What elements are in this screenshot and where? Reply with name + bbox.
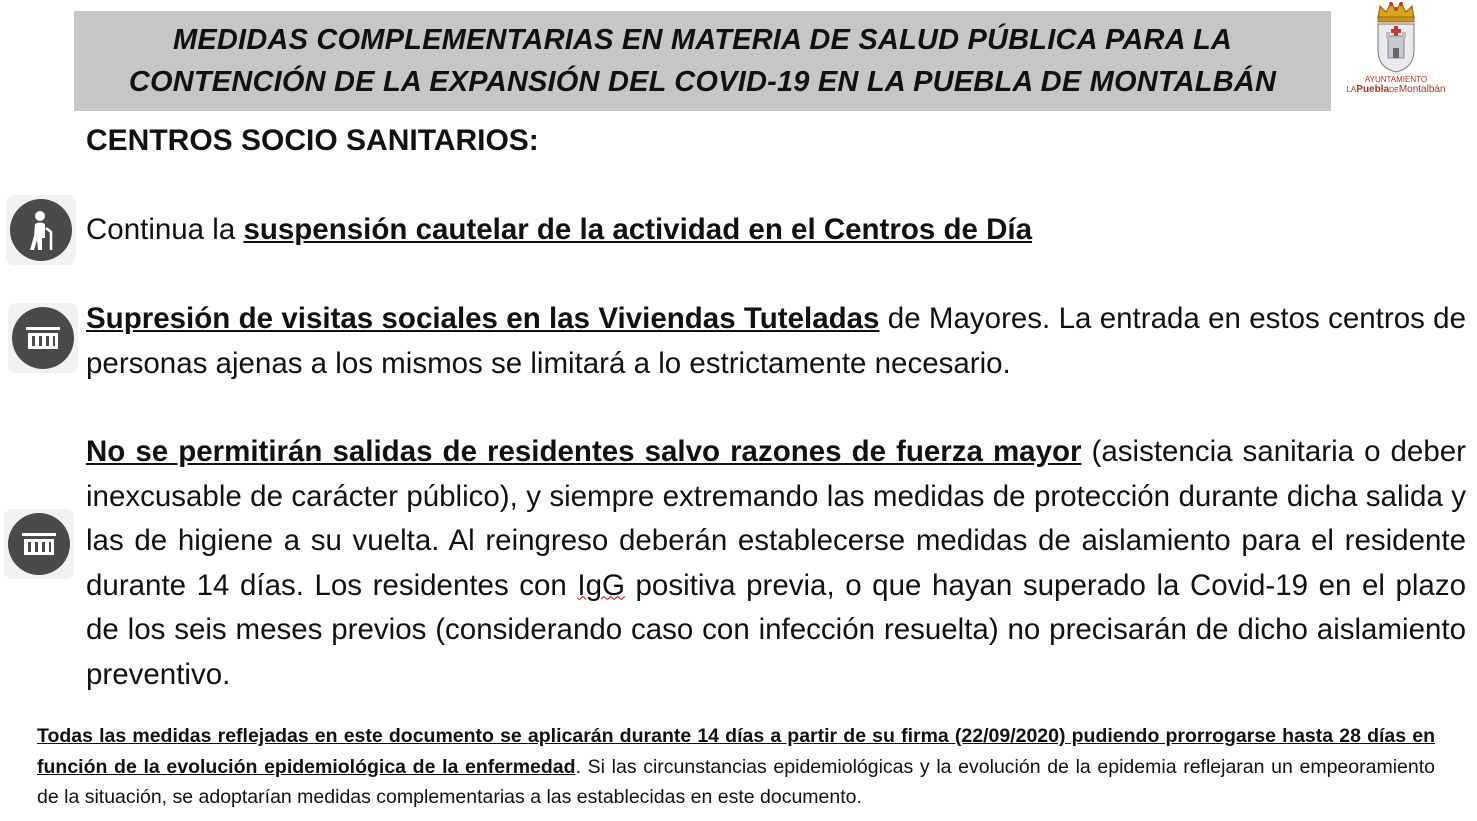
p1-text: Continua la (86, 213, 244, 246)
header-title-line-2: CONTENCIÓN DE LA EXPANSIÓN DEL COVID-19 EN LA PUEBLA DE MONTALBÁN (128, 66, 1277, 98)
p3-flagged-word: IgG (577, 568, 625, 602)
footer-note (37, 721, 1435, 813)
document-header (74, 11, 1331, 111)
logo-caption-town (1346, 84, 1445, 97)
logo-caption-montalban: Montalbán (1398, 84, 1446, 95)
footer-text: . Si las circunstancias epidemiológicas y la evolución de la epidemia reflejaran un empeoramiento de la situación, se adoptarían medidas complementarias a las establecidas en este documento. (37, 755, 1435, 808)
logo-caption-de: DE (1389, 87, 1399, 94)
section-title: CENTROS SOCIO SANITARIOS: (86, 124, 539, 157)
p3-emphasis: No se permitirán salidas de residentes salvo razones de fuerza mayor (86, 435, 1082, 468)
p3-text-b: positiva previa, o que hayan superado la Covid-19 en el plazo de los seis meses previos (considerando caso con infección resuelta) no precisarán de dicho aislamiento preventivo. (86, 568, 1466, 691)
building-icon (12, 307, 74, 369)
paragraph-day-centers (86, 208, 1466, 253)
coat-of-arms-icon (1366, 0, 1426, 74)
elderly-person-icon (10, 199, 72, 261)
logo-caption-top: AYUNTAMIENTO (1364, 75, 1428, 84)
footer-emphasis: Todas las medidas reflejadas en este documento se aplicarán durante 14 días a partir de su firma (22/09/2020) pudiendo prorrogarse hasta 28 días en función de la evolución epidemiológica de la enfermedad (37, 725, 1435, 778)
logo-caption-la: LA (1346, 85, 1357, 94)
town-hall-logo (1336, 0, 1456, 104)
p1-emphasis: suspensión cautelar de la actividad en el Centros de Día (243, 213, 1033, 246)
building-icon (8, 513, 70, 575)
paragraph-resident-outings (86, 430, 1466, 697)
paragraph-sheltered-housing (86, 297, 1466, 386)
logo-caption-puebla: Puebla (1356, 84, 1390, 95)
p2-text: de Mayores. La entrada en estos centros de personas ajenas a los mismos se limitará a lo estrictamente necesario. (86, 302, 1466, 380)
p3-text-a: (asistencia sanitaria o deber inexcusable de carácter público), y siempre extremando las medidas de protección durante dicha salida y las de higiene a su vuelta. Al reingreso deberán establecerse medidas de aislamiento para el residente durante 14 días. Los residentes con (86, 435, 1466, 602)
header-title-line-1: MEDIDAS COMPLEMENTARIAS EN MATERIA DE SALUD PÚBLICA PARA LA (172, 24, 1232, 56)
p2-emphasis: Supresión de visitas sociales en las Viviendas Tuteladas (86, 302, 880, 335)
